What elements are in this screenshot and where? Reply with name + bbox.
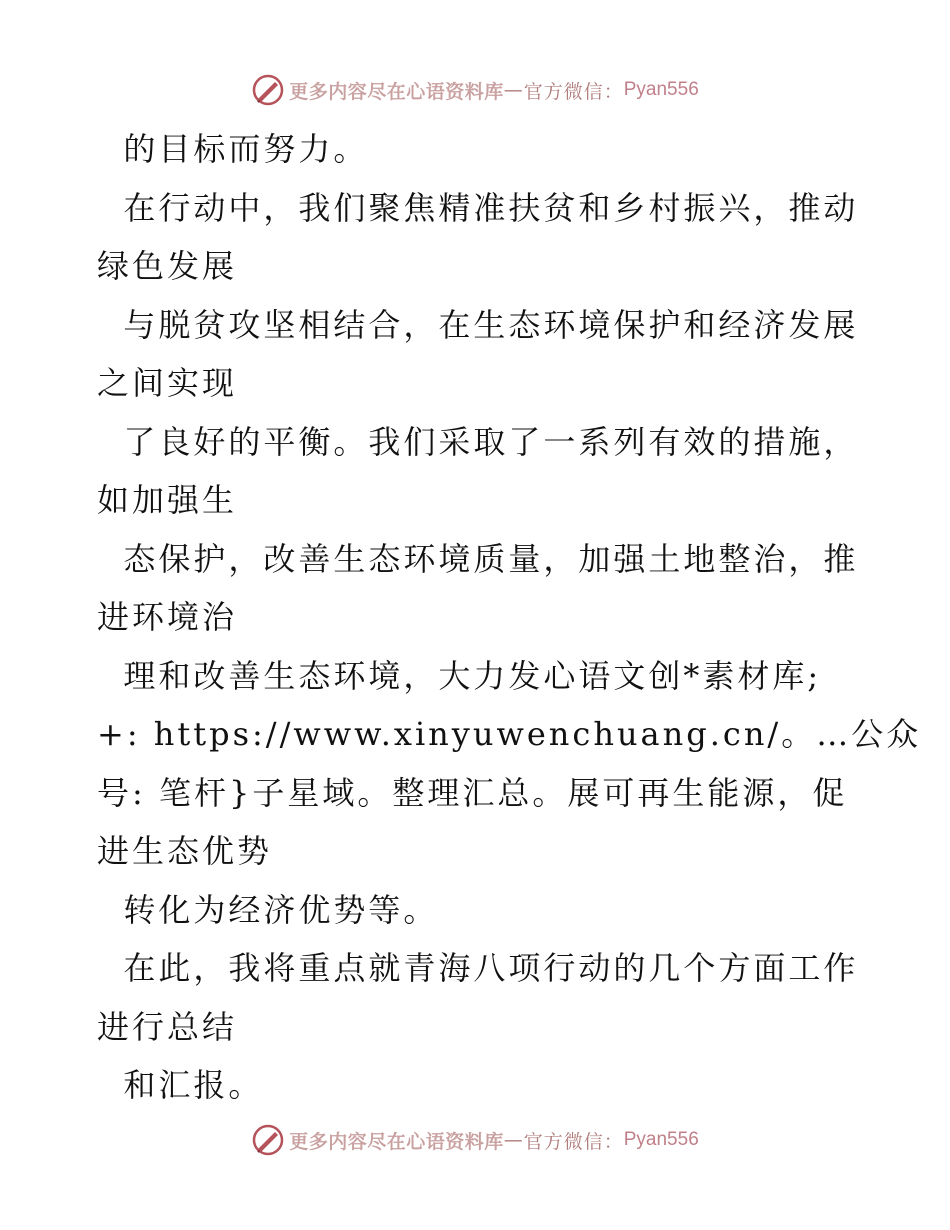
body-line: 了良好的平衡。我们采取了一系列有效的措施， <box>97 422 859 461</box>
body-line: 的目标而努力。 <box>97 130 369 168</box>
body-line: 号: 笔杆}子星域。整理汇总。展可再生能源，促 <box>97 773 848 812</box>
body-line: 态保护，改善生态环境质量，加强土地整治，推 <box>97 539 859 578</box>
footer-dash: — <box>503 1129 524 1151</box>
body-line: 进生态优势 <box>97 832 273 870</box>
pen-logo-icon <box>251 73 285 107</box>
body-line: +: https://www.xinyuwenchuang.cn/。…公众 <box>97 715 922 753</box>
header-site-text: 更多内容尽在心语资料库 <box>289 80 504 103</box>
body-line: 理和改善生态环境，大力发心语文创*素材库; <box>97 656 822 695</box>
body-line: 绿色发展 <box>97 247 238 285</box>
document-body <box>97 120 922 1115</box>
body-line: 进环境治 <box>97 598 238 636</box>
footer-wechat-id: Pyan556 <box>623 1129 699 1150</box>
footer-wechat-label: 官方微信： <box>523 1130 624 1153</box>
header-wechat-label: 官方微信： <box>523 80 624 103</box>
body-line: 与脱贫攻坚相结合，在生态环境保护和经济发展 <box>97 305 859 344</box>
body-line: 在此，我将重点就青海八项行动的几个方面工作 <box>97 949 859 987</box>
body-line: 如加强生 <box>97 481 238 519</box>
body-line: 转化为经济优势等。 <box>97 890 439 929</box>
header-banner <box>0 70 950 110</box>
body-line: 之间实现 <box>97 364 238 402</box>
footer-banner <box>0 1120 950 1160</box>
pen-logo-icon <box>251 1123 285 1157</box>
header-wechat-id: Pyan556 <box>623 79 699 100</box>
body-line: 在行动中，我们聚焦精准扶贫和乡村振兴，推动 <box>97 188 859 227</box>
body-line: 和汇报。 <box>97 1066 264 1104</box>
body-line: 进行总结 <box>97 1007 238 1046</box>
header-dash: — <box>503 79 524 101</box>
footer-site-text: 更多内容尽在心语资料库 <box>289 1130 504 1153</box>
